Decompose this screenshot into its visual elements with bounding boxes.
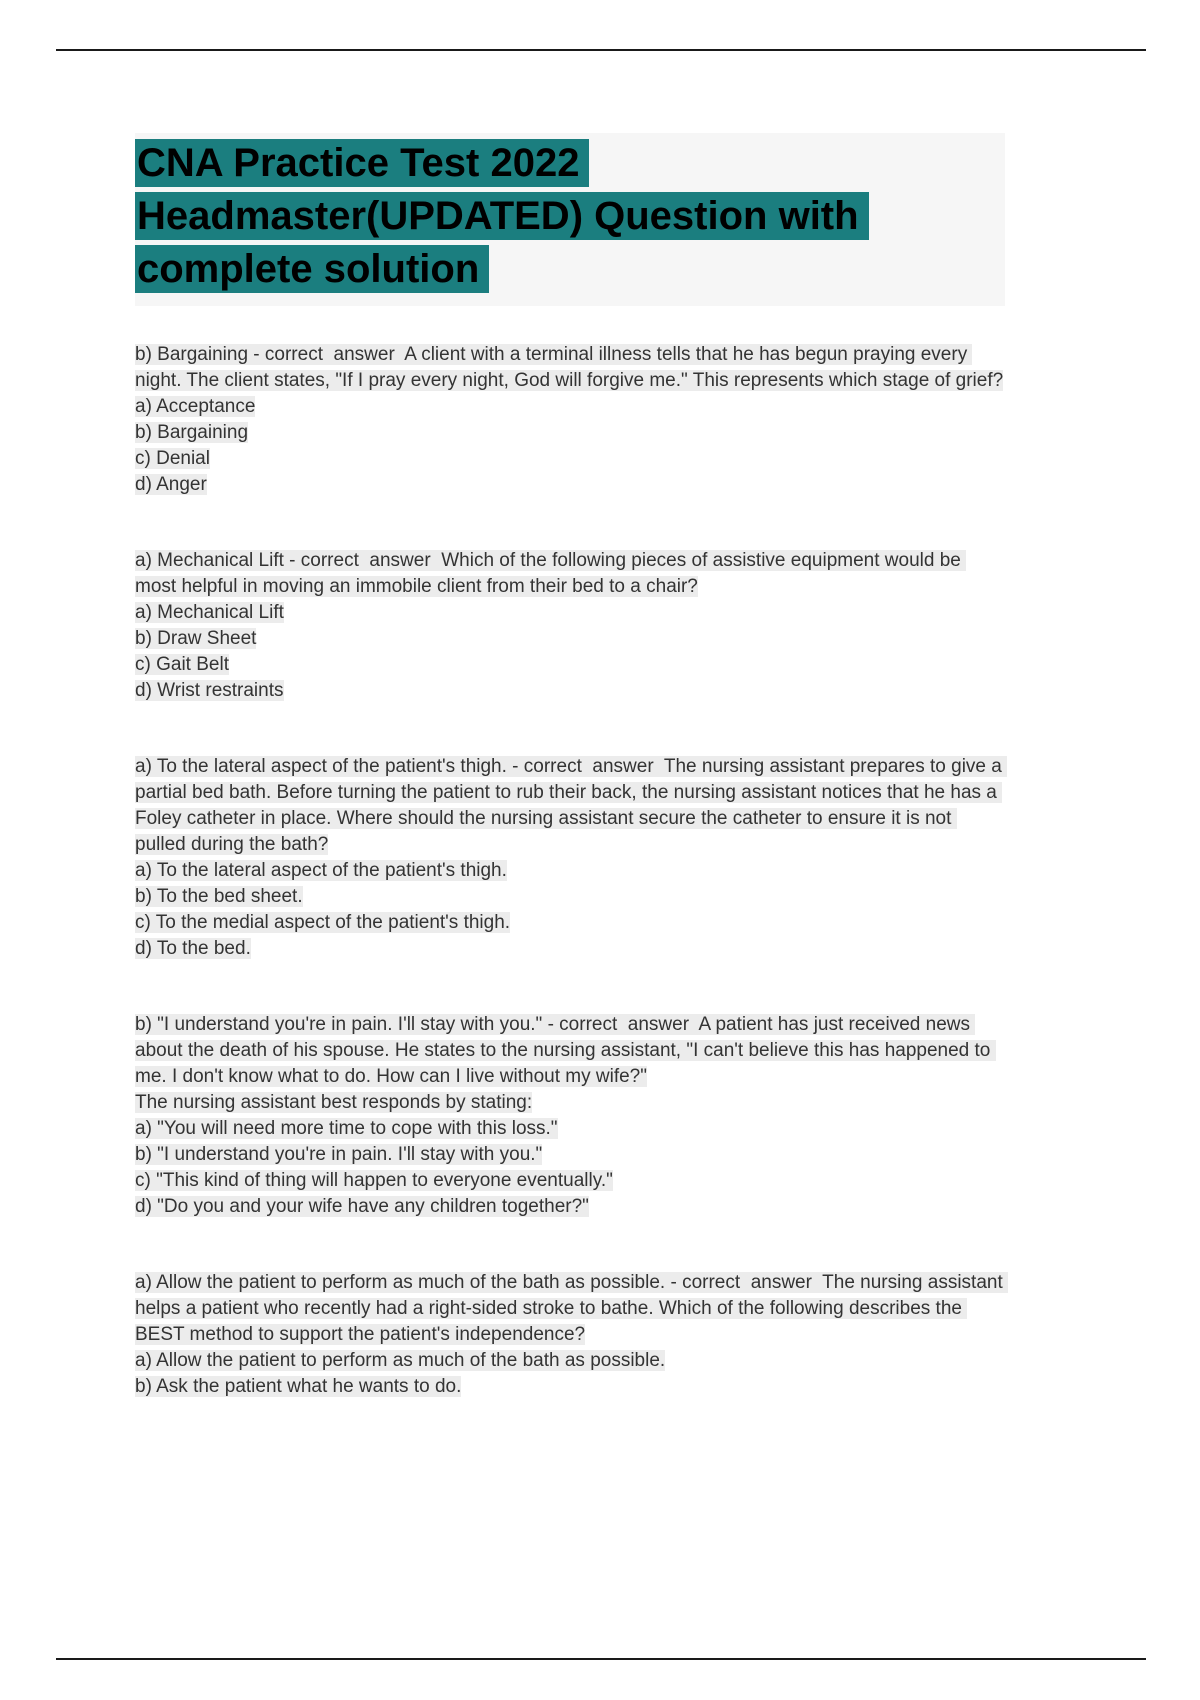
qa-block — [135, 1270, 1009, 1400]
qa-block — [135, 342, 1005, 498]
text-line: d) To the bed. — [135, 938, 251, 959]
qa-block — [135, 754, 1008, 962]
text-line: a) Mechanical Lift — [135, 602, 284, 623]
text-line: c) Denial — [135, 448, 210, 469]
title-line — [135, 190, 1005, 243]
title-line-text: CNA Practice Test 2022 — [135, 139, 589, 187]
text-line: c) Gait Belt — [135, 654, 229, 675]
text-line: The nursing assistant best responds by stating: — [135, 1092, 533, 1113]
page-content — [135, 133, 1009, 1400]
text-line: c) To the medial aspect of the patient's thigh. — [135, 912, 511, 933]
text-line: b) To the bed sheet. — [135, 886, 303, 907]
page-title — [135, 133, 1005, 306]
text-line: c) "This kind of thing will happen to everyone eventually." — [135, 1170, 613, 1191]
text-line: b) Bargaining - correct answer A client with a terminal illness tells that he has begun praying every night. The client states, "If I pray every night, God will forgive me." This represents which stage of grief? — [135, 344, 1004, 391]
text-line: a) To the lateral aspect of the patient's thigh. - correct answer The nursing assistant prepares to give a partial bed bath. Before turning the patient to rub their back, the nursing assistant notices that he has a Foley catheter in place. Where should the nursing assistant secure the catheter to ensure it is not pulled during the bath? — [135, 756, 1008, 855]
qa-blocks — [135, 342, 1009, 1400]
title-line-text: complete solution — [135, 245, 489, 293]
top-rule — [56, 49, 1146, 51]
bottom-rule — [56, 1658, 1146, 1660]
text-line: a) Allow the patient to perform as much of the bath as possible. - correct answer The nursing assistant helps a patient who recently had a right-sided stroke to bathe. Which of the following describes the BEST method to support the patient's independence? — [135, 1272, 1009, 1345]
text-line: d) "Do you and your wife have any children together?" — [135, 1196, 589, 1217]
text-line: a) To the lateral aspect of the patient's thigh. — [135, 860, 507, 881]
text-line: b) Ask the patient what he wants to do. — [135, 1376, 462, 1397]
text-line: b) "I understand you're in pain. I'll stay with you." — [135, 1144, 543, 1165]
qa-block — [135, 1012, 1005, 1220]
text-line: d) Anger — [135, 474, 207, 495]
text-line: b) Bargaining — [135, 422, 249, 443]
text-line: a) Mechanical Lift - correct answer Which of the following pieces of assistive equipment would be most helpful in moving an immobile client from their bed to a chair? — [135, 550, 967, 597]
text-line: a) Acceptance — [135, 396, 256, 417]
title-line-text: Headmaster(UPDATED) Question with — [135, 192, 869, 240]
text-line: d) Wrist restraints — [135, 680, 284, 701]
text-line: b) Draw Sheet — [135, 628, 257, 649]
text-line: a) Allow the patient to perform as much of the bath as possible. — [135, 1350, 666, 1371]
text-line: a) "You will need more time to cope with this loss." — [135, 1118, 558, 1139]
title-line — [135, 243, 1005, 296]
qa-block — [135, 548, 1005, 704]
title-line — [135, 137, 1005, 190]
text-line: b) "I understand you're in pain. I'll stay with you." - correct answer A patient has just received news about the death of his spouse. He states to the nursing assistant, "I can't believe this has happened to me. I don't know what to do. How can I live without my wife?" — [135, 1014, 996, 1087]
